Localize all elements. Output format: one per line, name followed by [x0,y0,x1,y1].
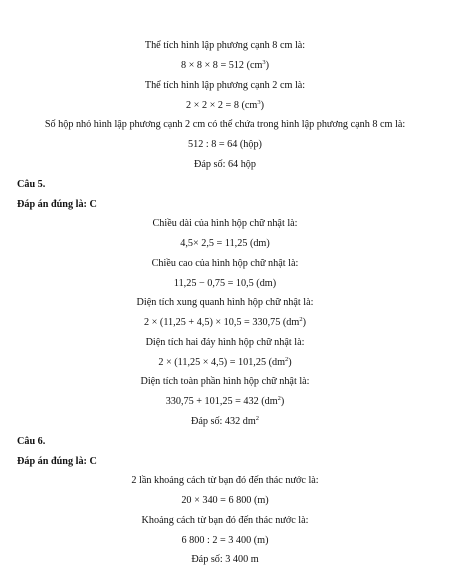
solution-line: 4,5× 2,5 = 11,25 (dm) [180,238,270,249]
solution-line: Số hộp nhỏ hình lập phương cạnh 2 cm có thể chứa trong hình lập phương cạnh 8 cm là: [44,119,406,130]
answer-line: Đáp án đúng là: C [17,199,97,210]
solution-line: Đáp số: 3 400 m [191,554,259,565]
solution-line: Diện tích toàn phần hình hộp chữ nhật là: [140,376,310,387]
solution-line: Thể tích hình lập phương cạnh 2 cm là: [144,80,306,91]
solution-line: Khoảng cách từ bạn đó đến thác nước là: [141,515,309,526]
question-heading: Câu 6. [17,436,46,447]
solution-line: Diện tích xung quanh hình hộp chữ nhật là: [136,297,314,308]
solution-line: Thể tích hình lập phương cạnh 8 cm là: [144,40,306,51]
solution-line: Chiều dài của hình hộp chữ nhật là: [152,218,298,229]
solution-line: 512 : 8 = 64 (hộp) [188,139,262,150]
question-heading: Câu 5. [17,179,46,190]
answer-line: Đáp án đúng là: C [17,456,97,467]
solution-line: 2 × 2 × 2 = 8 $(cm^3)$ [186,99,264,111]
solution-line: 330,75 + 101,25 = 432 $(dm^2)$ [165,395,285,407]
solution-line: Diện tích hai đáy hình hộp chữ nhật là: [145,337,305,348]
solution-line: Đáp số: 64 hộp [194,159,256,170]
solution-line: 8 × 8 × 8 = 512 $(cm^3)$ [180,59,270,71]
solution-line: 2 × (11,25 + 4,5) × 10,5 = 330,75 $(dm^2)$ [144,316,306,328]
solution-line: Đáp số: 432 $dm^2$ [190,415,260,427]
solution-line: Chiều cao của hình hộp chữ nhật là: [151,258,299,269]
solution-line: 6 800 : 2 = 3 400 (m) [181,535,269,546]
solution-line: 2 × (11,25 × 4,5) = 101,25 $(dm^2)$ [158,356,292,368]
solution-line: 11,25 − 0,75 = 10,5 (dm) [173,278,277,289]
solution-line: 20 × 340 = 6 800 (m) [181,495,269,506]
solution-line: 2 lần khoảng cách từ bạn đó đến thác nước là: [131,475,319,486]
